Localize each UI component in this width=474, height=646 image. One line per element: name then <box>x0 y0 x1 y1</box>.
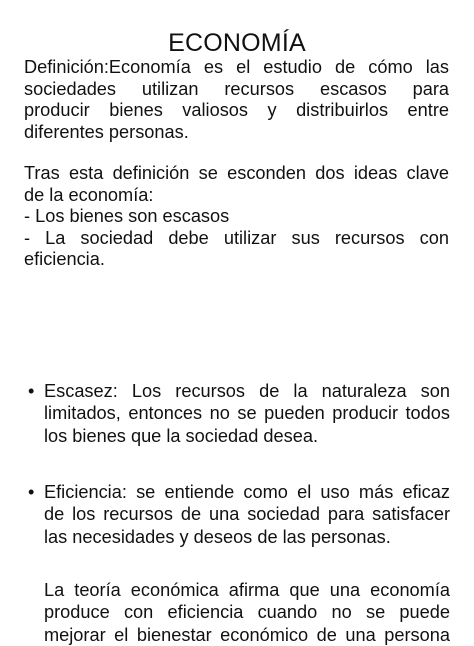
ideas-line: de la economía: <box>24 184 154 205</box>
ideas-line: eficiencia. <box>24 249 105 270</box>
bullet-icon: • <box>28 482 35 502</box>
bullet-line: de los recursos de una sociedad para satisfacer <box>44 504 450 525</box>
theory-text <box>44 579 450 646</box>
theory-line: La teoría económica afirma que una economía <box>44 580 450 600</box>
bullet-line: los bienes que la sociedad desea. <box>44 425 319 446</box>
definition-line: sociedades utilizan recursos escasos para <box>24 78 449 99</box>
ideas-line: - La sociedad debe utilizar sus recursos con <box>24 227 449 248</box>
page-title: ECONOMÍA <box>168 29 306 57</box>
bullet-line: las necesidades y deseos de las personas. <box>44 526 391 547</box>
bullet-line: Escasez: Los recursos de la naturaleza son <box>44 381 450 401</box>
definition-paragraph <box>24 57 449 143</box>
bullet-item-escasez <box>24 380 450 447</box>
bullet-line: limitados, entonces no se pueden producir todos <box>44 403 450 424</box>
bullet-text <box>44 481 450 548</box>
theory-line: produce con eficiencia cuando no se puede <box>44 602 450 623</box>
bullet-icon: • <box>28 381 35 401</box>
bullet-item-eficiencia <box>24 481 450 548</box>
ideas-paragraph <box>24 163 449 271</box>
ideas-line: - Los bienes son escasos <box>24 206 230 227</box>
theory-paragraph <box>24 579 450 646</box>
theory-line: mejorar el bienestar económico de una persona <box>44 624 450 645</box>
definition-line: diferentes personas. <box>24 121 189 142</box>
definition-line: Definición:Economía es el estudio de cómo las <box>24 57 449 77</box>
definition-line: producir bienes valiosos y distribuirlos entre <box>24 100 449 121</box>
bullet-line: Eficiencia: se entiende como el uso más eficaz <box>44 482 450 502</box>
bullet-text <box>44 380 450 447</box>
ideas-line: Tras esta definición se esconden dos ideas clave <box>24 163 449 183</box>
